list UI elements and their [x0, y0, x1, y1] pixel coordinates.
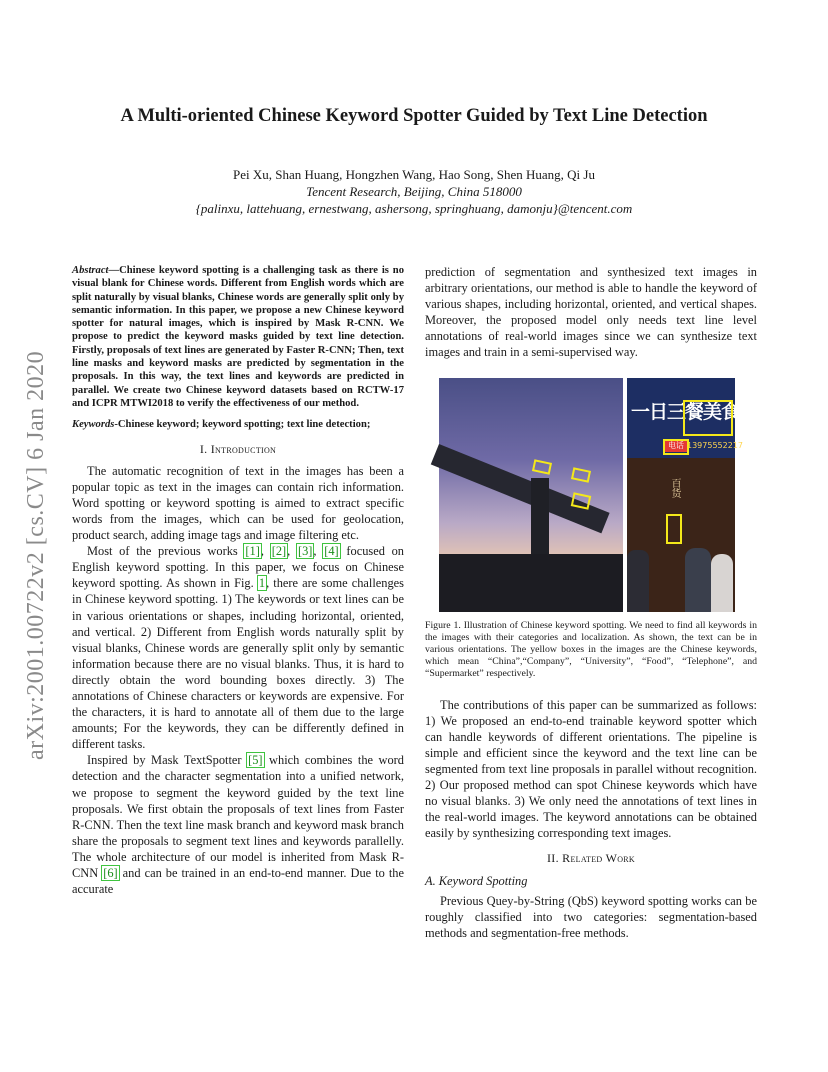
affiliation: Tencent Research, Beijing, China 518000 — [306, 184, 522, 199]
figure-photo-storefront — [627, 378, 743, 612]
citation-link[interactable]: [2] — [271, 544, 287, 559]
intro-paragraph-3 — [72, 752, 404, 897]
subsection-heading-keyword-spotting: A. Keyword Spotting — [425, 873, 528, 888]
road-sign-board — [431, 444, 610, 533]
keyword-box — [663, 439, 689, 455]
keyword-box — [571, 492, 592, 509]
figure-link[interactable]: 1 — [258, 576, 266, 591]
arxiv-stamp: arXiv:2001.00722v2 [cs.CV] 6 Jan 2020 — [23, 350, 49, 760]
keywords — [72, 418, 404, 431]
keyword-box — [571, 467, 591, 482]
keyword-box — [666, 514, 682, 544]
section-heading-related-work: II. Related Work — [546, 851, 635, 866]
text-run: , — [287, 544, 297, 559]
text-run: , there are some challenges in Chinese keyword spotting. 1) The keywords or text lines can be in various orientations or shapes, including horizontal, oriented, and vertical. 2) Different from English words naturally split by visual blanks, Chinese words are generally split only by semantic information because there are no visual blanks. Thus, it is hard to directly obtain the word bounding boxes directly. 3) The annotations of Chinese characters or keywords are expensive. For the characters, it is hard to annotate all of them due to the large amounts; For the keywords, they can be differently defined in different tasks. — [72, 576, 404, 752]
text-run: which combines the word detection and the character segmentation into a unified network, we propose to segment the keyword guided by the text line proposals. We first obtain the proposals of text lines from Faster R-CNN. Then the text line mask branch and keyword mask branch share the proposals to segment text lines and keywords parallelly. The whole architecture of our model is inherited from Mask R-CNN — [72, 753, 405, 880]
street-ground — [439, 554, 623, 612]
pedestrian — [685, 548, 711, 612]
keyword-box — [683, 400, 733, 436]
figure-1 — [439, 378, 743, 612]
citation-link[interactable]: [1] — [245, 544, 260, 559]
author-list: Pei Xu, Shan Huang, Hongzhen Wang, Hao Song, Shen Huang, Qi Ju — [233, 167, 595, 182]
phone-label: 电话 — [665, 440, 687, 452]
left-column — [72, 264, 404, 897]
email-list: {palinxu, lattehuang, ernestwang, ashersong, springhuang, damonju}@tencent.com — [195, 201, 633, 216]
text-run: Inspired by Mask TextSpotter — [87, 753, 248, 768]
figure-photo-street-sign — [439, 378, 623, 612]
section-heading-introduction: I. Introduction — [199, 441, 277, 456]
phone-number: 13975552217 — [687, 440, 743, 450]
intro-paragraph-2 — [72, 543, 404, 752]
right-column — [425, 264, 757, 941]
text-run: focused on English keyword spotting. In this paper, we focus on Chinese keyword spotting. As shown in Fig. — [72, 544, 405, 591]
keywords-text: -Chinese keyword; keyword spotting; text line detection; — [114, 419, 371, 431]
keywords-label: Keywords — [72, 419, 115, 431]
continued-paragraph: prediction of segmentation and synthesized text images in arbitrary orientations, our method is able to handle the keyword of various shapes, including horizontal, oriented, and vertical shapes. Moreover, the proposed model only needs text line level annotations of real-world images since we can synthesize text images and train in a semi-supervised way. — [425, 265, 757, 360]
pedestrian — [711, 554, 733, 612]
abstract-text: —Chinese keyword spotting is a challenging task as there is no visual blank for Chinese words. Different from English words which are split naturally by visual blanks, Chinese words are generally split only by semantic information. In this paper, we propose a new Chinese keyword spotter for natural images, which is inspired by Mask R-CNN. We propose to predict the keyword masks guided by text line detection. Firstly, proposals of text lines are generated by Faster R-CNN; Then, text line masks and keyword masks are predicted by segmentation in the proposals. In this way, the text lines and keywords are predicted in parallel. We create two Chinese keyword datasets based on RCTW-17 and ICPR MTWI2018 to verify the effectiveness of our method. — [72, 265, 404, 409]
abstract — [72, 264, 404, 410]
paper-title: A Multi-oriented Chinese Keyword Spotter Guided by Text Line Detection — [120, 106, 708, 126]
text-run: , — [313, 544, 324, 559]
text-run: and can be trained in an end-to-end manner. Due to the accurate — [72, 866, 404, 897]
abstract-label: Abstract — [72, 265, 109, 276]
keyword-box — [532, 459, 552, 474]
author-block — [60, 166, 768, 217]
citation-link[interactable]: [3] — [297, 544, 313, 559]
vertical-sign-text: 百货 — [669, 477, 680, 498]
figure-1-caption: Figure 1. Illustration of Chinese keyword spotting. We need to find all keywords in the images with their categories and localization. As shown, the text can be in various orientations. The yellow boxes in the images are the Chinese keywords, which mean “China”,“Company”, “University”, “Food”, “Telephone”, and “Supermarket” respectively. — [425, 619, 757, 680]
text-run: , — [260, 544, 271, 559]
intro-paragraph-1: The automatic recognition of text in the images has been a popular topic as text in the images can contain rich information. Word spotting or keyword spotting is aimed to extract specific words from the images, which can be used for geolocation, product search, adding image tags and image filtering etc. — [72, 463, 404, 543]
citation-link[interactable]: [4] — [324, 544, 339, 559]
text-run: Most of the previous works — [87, 544, 245, 559]
related-work-paragraph: Previous Quey-by-String (QbS) keyword spotting works can be roughly classified into two categories: segmentation-based methods and segmentation-free methods. — [425, 893, 757, 940]
shop-sign-text: 一日三餐美食 — [631, 400, 740, 423]
pedestrian — [627, 550, 649, 612]
citation-link[interactable]: [6] — [103, 866, 118, 880]
citation-link[interactable]: [5] — [248, 753, 263, 768]
contributions-paragraph: The contributions of this paper can be summarized as follows: 1) We proposed an end-to-end trainable keyword spotter which can handle keywords of different orientations. The pipeline is simple and efficient since the keyword and the text line can be segmented from text line proposals in parallel without recognition. 2) Our proposed method can spot Chinese keywords which have no visual blanks. 3) We only need the annotations of text lines in the real-world images. The keyword annotations can be obtained easily by synthesizing corresponding text images. — [425, 697, 757, 841]
